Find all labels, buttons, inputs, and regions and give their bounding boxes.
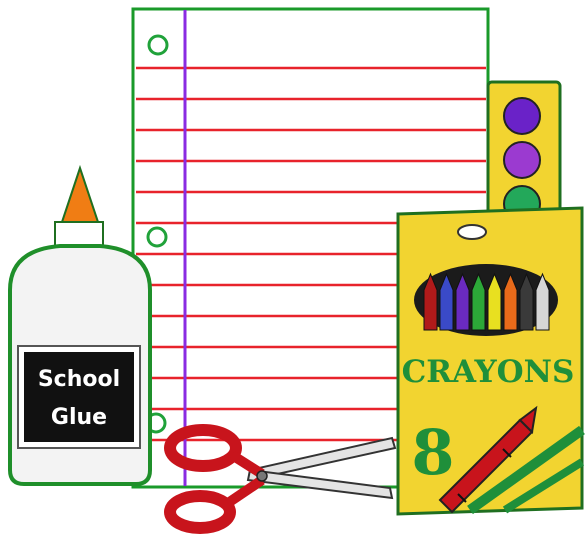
glue-cap-collar [55,222,103,246]
crayon-box-hanger-hole [458,225,486,239]
paint-pan-violet [504,142,540,178]
scissors-handle-lower [170,496,230,528]
paint-set [488,82,560,222]
paint-pan-purple [504,98,540,134]
crayon-box-label: CRAYONS [401,354,575,390]
paper-hole-top [149,36,167,54]
glue-cap [62,168,98,222]
glue-label-line-2: Glue [50,405,108,430]
glue-bottle [10,168,150,484]
scissors-pivot-screw [257,471,267,481]
glue-label-line-1: School [37,367,121,392]
paper-hole-middle [148,228,166,246]
crayon-box [398,208,582,514]
crayon-box-count: 8 [411,416,455,489]
